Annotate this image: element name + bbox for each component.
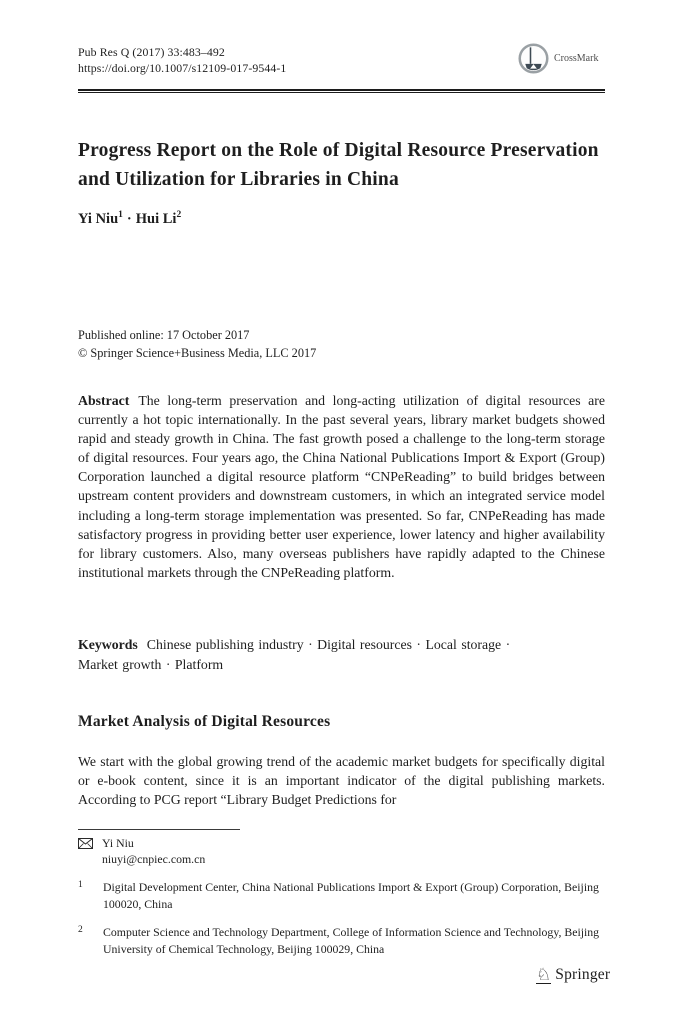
journal-ref: Pub Res Q (2017) 33:483–492 bbox=[78, 45, 225, 59]
crossmark-badge[interactable] bbox=[518, 43, 598, 74]
author-name: Yi Niu bbox=[78, 210, 119, 227]
author-affiliation-sup: 1 bbox=[118, 210, 123, 220]
correspondence-block bbox=[78, 836, 605, 867]
correspondence-name: Yi Niu bbox=[102, 836, 134, 850]
keywords-text: Chinese publishing industry · Digital resources · Local storage · Market growth · Platform bbox=[78, 637, 511, 672]
affiliation-item bbox=[78, 879, 605, 912]
doi-link[interactable]: https://doi.org/10.1007/s12109-017-9544-1 bbox=[78, 61, 287, 75]
header-rule bbox=[78, 89, 605, 93]
springer-knight-icon: ♘ bbox=[536, 965, 552, 984]
affiliation-item bbox=[78, 924, 605, 957]
author-separator: · bbox=[126, 210, 132, 227]
keywords-label: Keywords bbox=[78, 637, 138, 652]
envelope-icon bbox=[78, 836, 93, 849]
body-paragraph: We start with the global growing trend of the academic market budgets for specifically digital or e-book content, since it is an important indicator of the digital publishing markets. According to PCG report “Library Budget Predictions for bbox=[78, 754, 605, 808]
abstract-text: The long-term preservation and long-acting utilization of digital resources are currently a hot topic internationally. In the past several years, library market budgets showed rapid and steady growth in China. The fast growth posed a challenge to the long-term storage of digital resources. Four years ago, the China National Publications Import & Export (Group) Corporation launched a digital resource platform “CNPeReading” to build bridges between upstream content providers and downstream customers, in which an integrated service model including a long-term storage implementation was presented. So far, CNPeReading has made satisfactory progress in providing better user experience, lower latency and higher availability for library customers. Also, many overseas publishers have rapidly adapted to the Chinese institutional markets through the CNPeReading platform. bbox=[78, 393, 605, 580]
crossmark-label: CrossMark bbox=[554, 53, 599, 64]
authors-line bbox=[78, 210, 181, 228]
affiliation-text: Computer Science and Technology Department, College of Information Science and Technology, Beijing University of Chemical Technology, Beijing 100029, China bbox=[103, 925, 600, 956]
affiliation-marker: 1 bbox=[78, 880, 83, 890]
crossmark-icon bbox=[518, 43, 549, 74]
springer-label: Springer bbox=[555, 966, 611, 983]
section-heading: Market Analysis of Digital Resources bbox=[78, 713, 331, 730]
affiliation-marker: 2 bbox=[78, 925, 83, 935]
keywords-section bbox=[78, 635, 523, 675]
springer-logo bbox=[536, 966, 610, 984]
footnotes-block bbox=[78, 836, 605, 957]
publication-info bbox=[78, 327, 316, 362]
abstract-section bbox=[78, 391, 605, 582]
copyright-line: © Springer Science+Business Media, LLC 2017 bbox=[78, 345, 317, 360]
affiliation-text: Digital Development Center, China National Publications Import & Export (Group) Corporation, Beijing 100020, China bbox=[103, 880, 599, 911]
published-online: Published online: 17 October 2017 bbox=[78, 328, 250, 342]
footnote-rule bbox=[78, 829, 240, 830]
correspondence-email[interactable]: niuyi@cnpiec.com.cn bbox=[102, 851, 206, 866]
abstract-label: Abstract bbox=[78, 393, 130, 408]
author-affiliation-sup: 2 bbox=[176, 210, 182, 220]
journal-header bbox=[78, 44, 286, 76]
author-name: Hui Li bbox=[135, 210, 177, 227]
article-title: Progress Report on the Role of Digital Resource Preservation and Utilization for Libraries in China bbox=[78, 140, 599, 190]
